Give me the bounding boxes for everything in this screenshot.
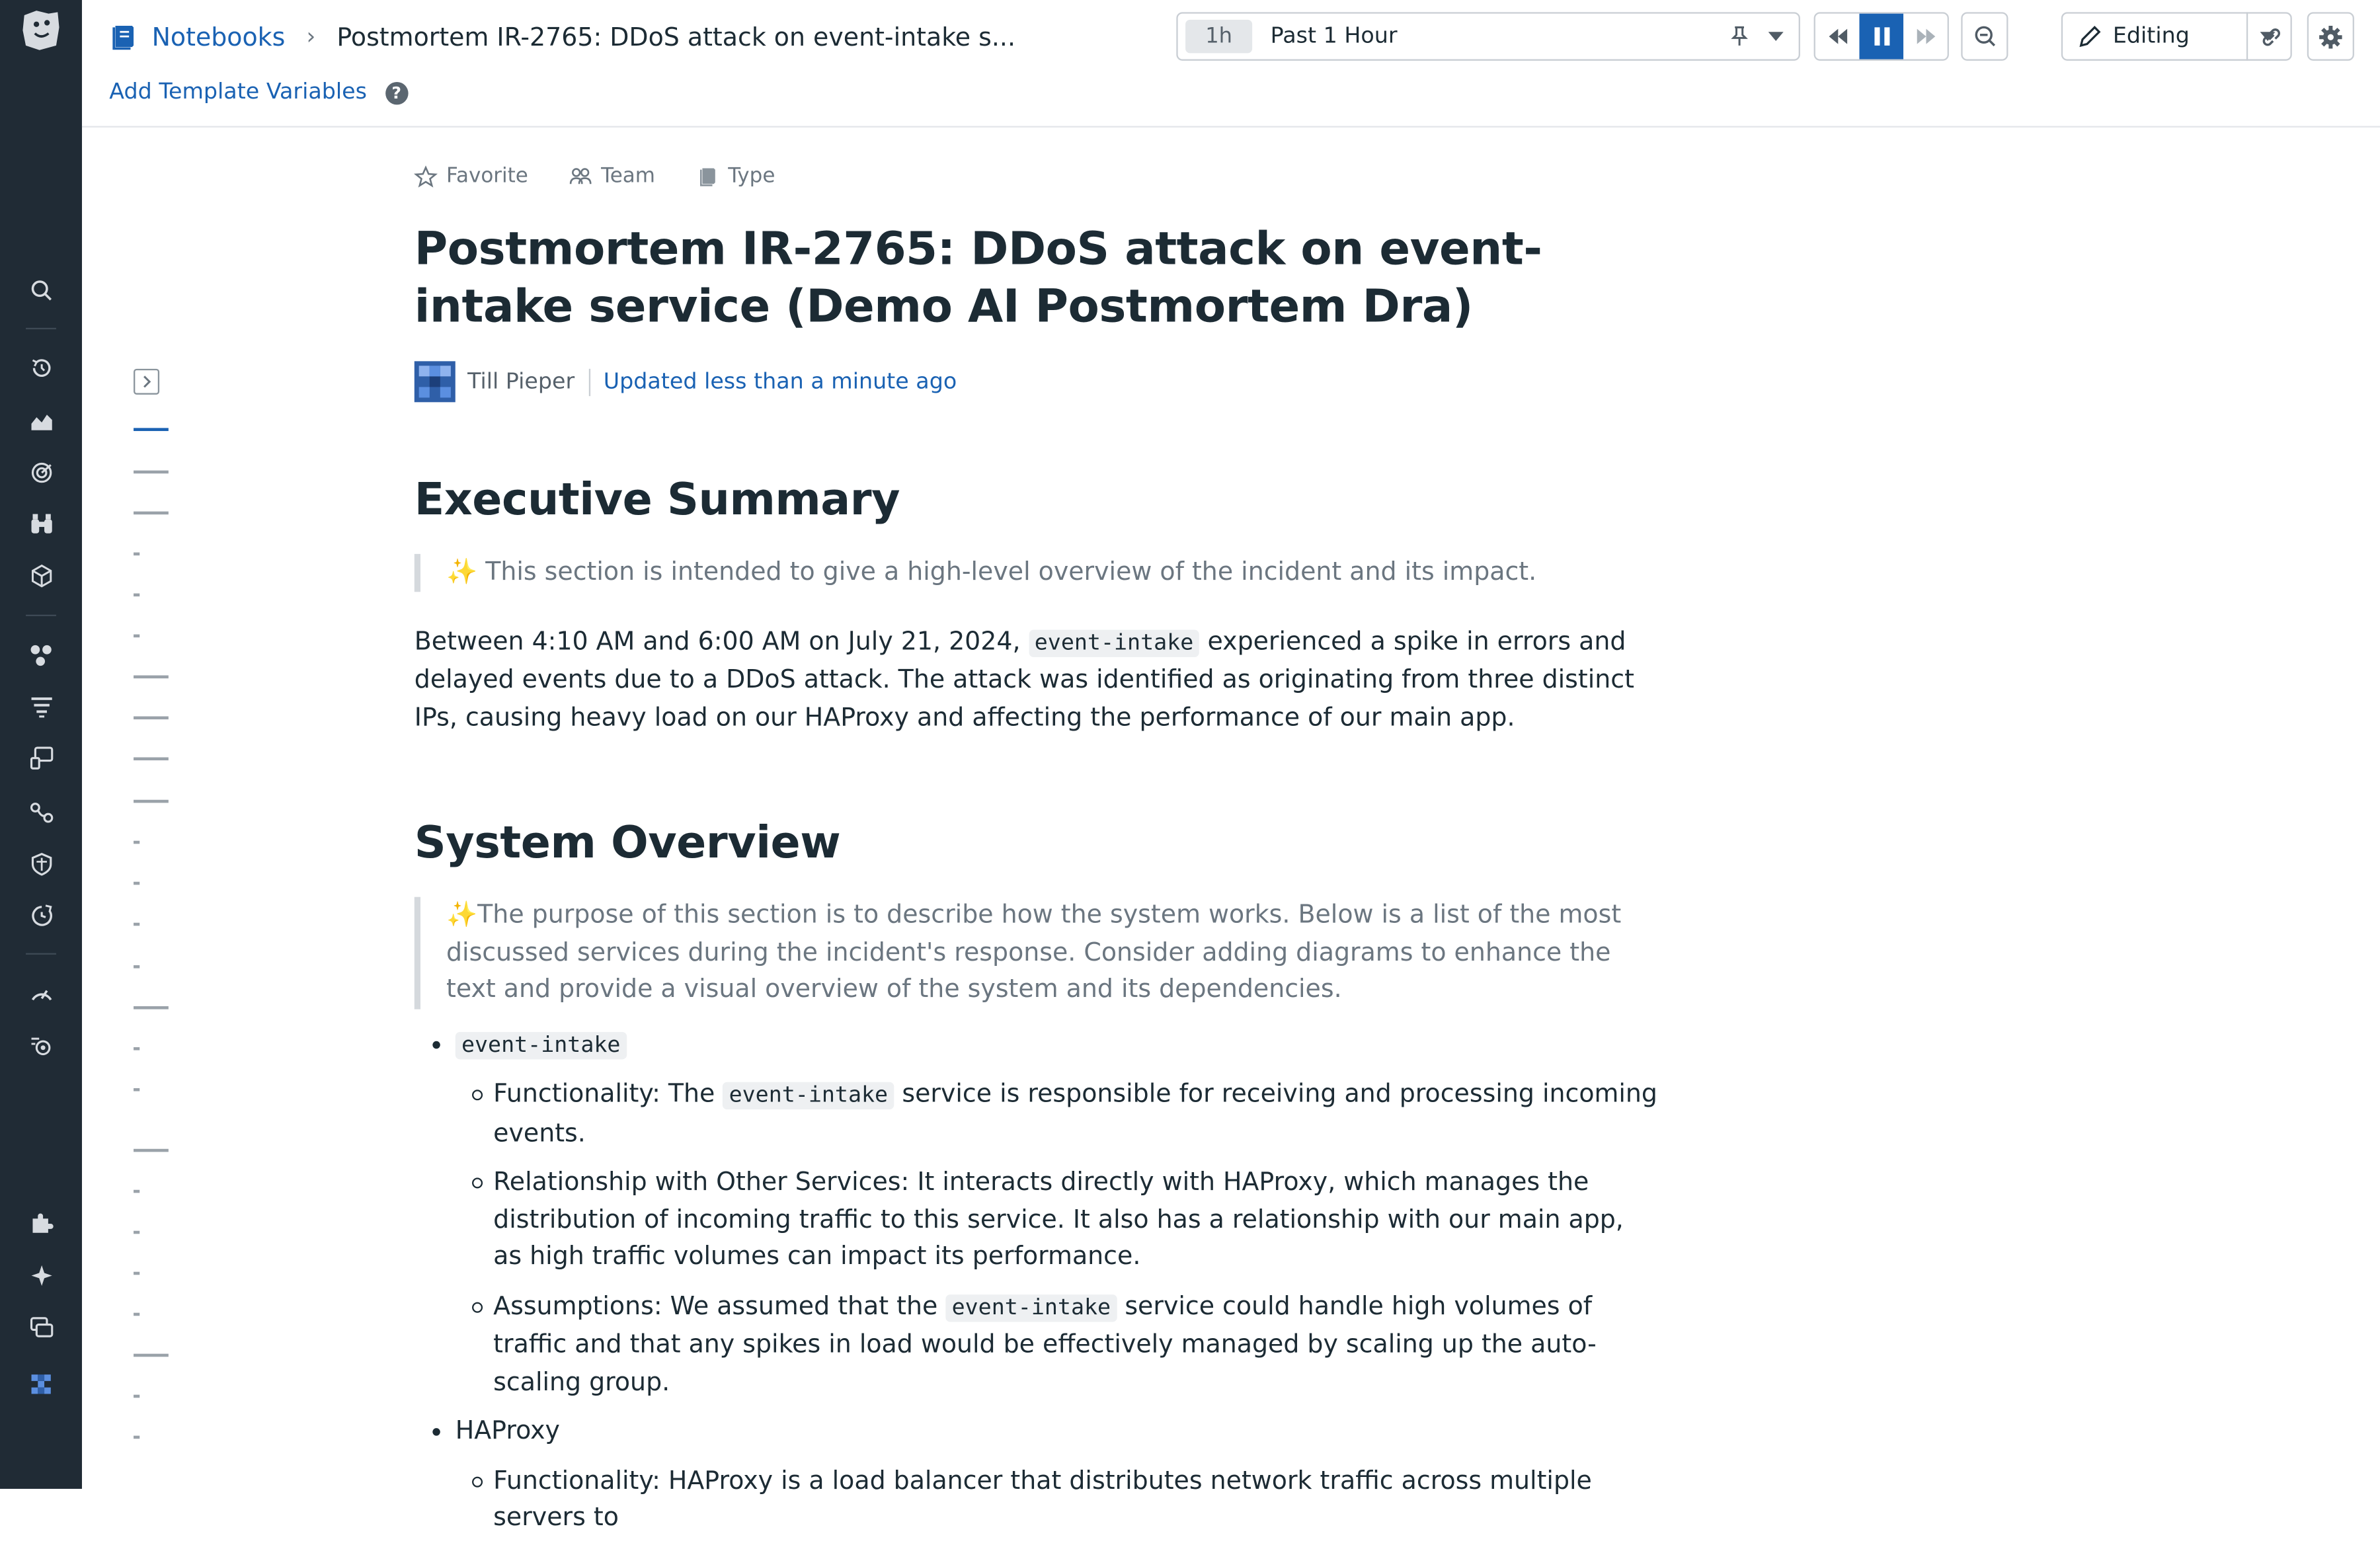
service-assumptions-part-1: Assumptions: We assumed that the (493, 1291, 946, 1320)
service-assumptions-part-2: service could handle high volumes of traffic and that any spikes in load would be effectively managed by scaling up the auto-scaling group. (493, 1291, 1597, 1396)
mode-label[interactable]: Editing (2112, 24, 2190, 49)
dashboards-icon[interactable] (26, 405, 56, 436)
inline-code: event-intake (1029, 629, 1200, 656)
outline-marker[interactable] (134, 1354, 169, 1356)
add-template-variables-link[interactable]: Add Template Variables (109, 80, 367, 105)
notebook-type-icon (696, 165, 719, 187)
time-range-pill: 1h (1185, 20, 1252, 54)
integrations-puzzle-icon[interactable] (26, 1207, 56, 1237)
pencil-icon (2078, 24, 2102, 49)
divider (588, 368, 590, 395)
top-header (82, 0, 2380, 128)
star-icon (415, 165, 437, 187)
section-heading-system-overview[interactable]: System Overview (414, 816, 841, 869)
integrations-link-icon[interactable] (26, 797, 56, 827)
section-heading-executive-summary[interactable]: Executive Summary (414, 473, 900, 526)
ux-monitoring-icon[interactable] (26, 742, 56, 773)
nav-separator (26, 615, 56, 616)
outline-toggle-button[interactable] (134, 369, 159, 395)
rewind-button[interactable] (1815, 14, 1860, 60)
system-overview-guidance[interactable] (415, 897, 1659, 1009)
breadcrumb (109, 15, 1015, 58)
ci-visibility-icon[interactable] (26, 1031, 56, 1061)
help-icon[interactable]: ? (385, 81, 408, 104)
breadcrumb-notebook-title[interactable]: Postmortem IR-2765: DDoS attack on event-intake s... (337, 22, 1016, 51)
service-functionality-part-2: service is responsible for receiving and processing incoming events. (493, 1079, 1657, 1147)
bits-ai-sparkle-icon[interactable] (26, 1259, 56, 1290)
time-range-label[interactable]: Past 1 Hour (1270, 24, 1398, 49)
sparkle-icon: ✨ (446, 557, 478, 586)
system-overview-guidance-text: The purpose of this section is to describe how the system works. Below is a list of the most discussed services during the incident's response. Consider adding diagrams to enhance the text and provide a visual overview of the system and its dependencies. (446, 900, 1622, 1004)
author-row (415, 361, 1659, 402)
outline-marker[interactable] (134, 1190, 139, 1192)
zoom-out-button[interactable] (1961, 12, 2008, 60)
page-title[interactable]: Postmortem IR-2765: DDoS attack on event-intake service (Demo AI Postmortem Dra) (414, 223, 1542, 335)
list-item[interactable] (456, 1288, 1659, 1401)
team-icon (569, 165, 592, 187)
executive-summary-paragraph[interactable] (415, 623, 1659, 736)
type-label: Type (728, 163, 775, 188)
list-item[interactable] (415, 1413, 1659, 1536)
zoom-out-icon (1973, 24, 1997, 49)
datadog-logo-icon[interactable] (19, 6, 64, 54)
type-button[interactable] (696, 164, 775, 188)
inline-code: event-intake (723, 1082, 894, 1109)
exec-text-part-2: experienced a spike in errors and delayed events due to a DDoS attack. The attack was identified as originating from three distinct IPs, causing heavy load on our HAProxy and affecting the performance of our main app. (414, 625, 1635, 731)
watchdog-binoculars-icon[interactable] (26, 508, 56, 539)
rewind-icon (1827, 27, 1848, 46)
outline-marker[interactable] (134, 471, 169, 473)
outline-marker[interactable] (134, 1436, 139, 1438)
avatar (415, 361, 456, 402)
outline-marker[interactable] (134, 717, 169, 719)
outline-marker[interactable] (134, 1272, 139, 1274)
chevron-down-icon[interactable] (1768, 32, 1784, 41)
outline-marker[interactable] (134, 512, 169, 514)
notebook-meta-bar (415, 152, 1659, 200)
executive-summary-guidance[interactable] (415, 554, 1659, 591)
outline-marker[interactable] (134, 1088, 139, 1090)
outline-marker[interactable] (134, 676, 169, 678)
list-item[interactable] (456, 1164, 1659, 1276)
outline-marker[interactable] (134, 841, 139, 843)
service-details-list (456, 1462, 1659, 1536)
outline-marker[interactable] (134, 1006, 169, 1008)
sparkle-icon: ✨ (446, 900, 478, 929)
chevron-right-icon: › (306, 22, 316, 50)
history-icon[interactable] (26, 352, 56, 383)
service-name-code: event-intake (456, 1031, 627, 1058)
outline-marker[interactable] (134, 635, 139, 637)
outline-marker[interactable] (134, 553, 139, 555)
monitors-icon[interactable] (26, 457, 56, 487)
nav-separator (26, 953, 56, 955)
executive-summary-guidance-text: This section is intended to give a high-level overview of the incident and its impact. (485, 557, 1537, 586)
outline-marker[interactable] (134, 1313, 139, 1315)
pin-icon[interactable] (1729, 26, 1750, 47)
copy-link-button[interactable] (2246, 12, 2293, 60)
performance-gauge-icon[interactable] (26, 977, 56, 1008)
outline-marker[interactable] (134, 1395, 139, 1397)
service-details-list (456, 1076, 1659, 1401)
outline-marker[interactable] (134, 882, 139, 884)
outline-marker[interactable] (134, 800, 169, 802)
service-name: HAProxy (455, 1415, 560, 1445)
notebook-icon (109, 21, 139, 52)
breadcrumb-notebooks-link[interactable]: Notebooks (151, 22, 286, 51)
fast-forward-button[interactable] (1903, 14, 1948, 60)
settings-button[interactable] (2307, 12, 2354, 60)
inline-code: event-intake (945, 1294, 1117, 1321)
outline-marker-active[interactable] (134, 428, 169, 431)
notebook-content (415, 152, 1659, 1549)
services-list (415, 1025, 1659, 1537)
search-icon[interactable] (26, 275, 56, 305)
list-item[interactable] (456, 1462, 1659, 1536)
link-icon (2258, 24, 2283, 50)
apm-icon[interactable] (26, 639, 56, 669)
outline-marker[interactable] (134, 758, 169, 760)
time-range-selector[interactable] (1176, 12, 1800, 60)
list-item[interactable] (456, 1076, 1659, 1152)
exec-text-part-1: Between 4:10 AM and 6:00 AM on July 21, 2024, (414, 625, 1029, 655)
fast-forward-icon (1915, 27, 1936, 46)
playback-controls (1814, 12, 1949, 60)
service-functionality: Functionality: HAProxy is a load balancer that distributes network traffic across multiple servers to (493, 1465, 1592, 1532)
favorite-label: Favorite (446, 163, 528, 188)
outline-marker[interactable] (134, 965, 139, 967)
team-label: Team (601, 163, 656, 188)
outline-marker[interactable] (134, 1047, 139, 1049)
updated-timestamp[interactable]: Updated less than a minute ago (603, 369, 957, 394)
nav-separator (26, 328, 56, 329)
add-template-variables (109, 81, 408, 105)
list-item[interactable] (415, 1025, 1659, 1401)
user-avatar-icon[interactable] (26, 1369, 56, 1400)
team-button[interactable] (569, 164, 655, 188)
service-functionality-part-1: Functionality: The (493, 1079, 723, 1108)
infrastructure-icon[interactable] (26, 560, 56, 590)
security-shield-icon[interactable] (26, 848, 56, 879)
help-chat-icon[interactable] (26, 1311, 56, 1341)
service-mgmt-icon[interactable] (26, 900, 56, 930)
gear-icon (2318, 24, 2344, 50)
favorite-button[interactable] (415, 164, 528, 188)
chevron-right-icon (139, 375, 153, 389)
outline-marker[interactable] (134, 1231, 139, 1233)
service-relationship: Relationship with Other Services: It interacts directly with HAProxy, which manages the distribution of incoming traffic to this service. It also has a relationship with our main app, as high traffic volumes can impact its performance. (493, 1167, 1624, 1271)
pause-icon (1874, 27, 1889, 46)
logs-icon[interactable] (26, 690, 56, 721)
outline-marker[interactable] (134, 923, 139, 925)
author-name: Till Pieper (467, 369, 575, 394)
pause-button[interactable] (1859, 14, 1903, 60)
outline-marker[interactable] (134, 1149, 169, 1151)
outline-marker[interactable] (134, 594, 139, 596)
left-nav (0, 0, 82, 1489)
